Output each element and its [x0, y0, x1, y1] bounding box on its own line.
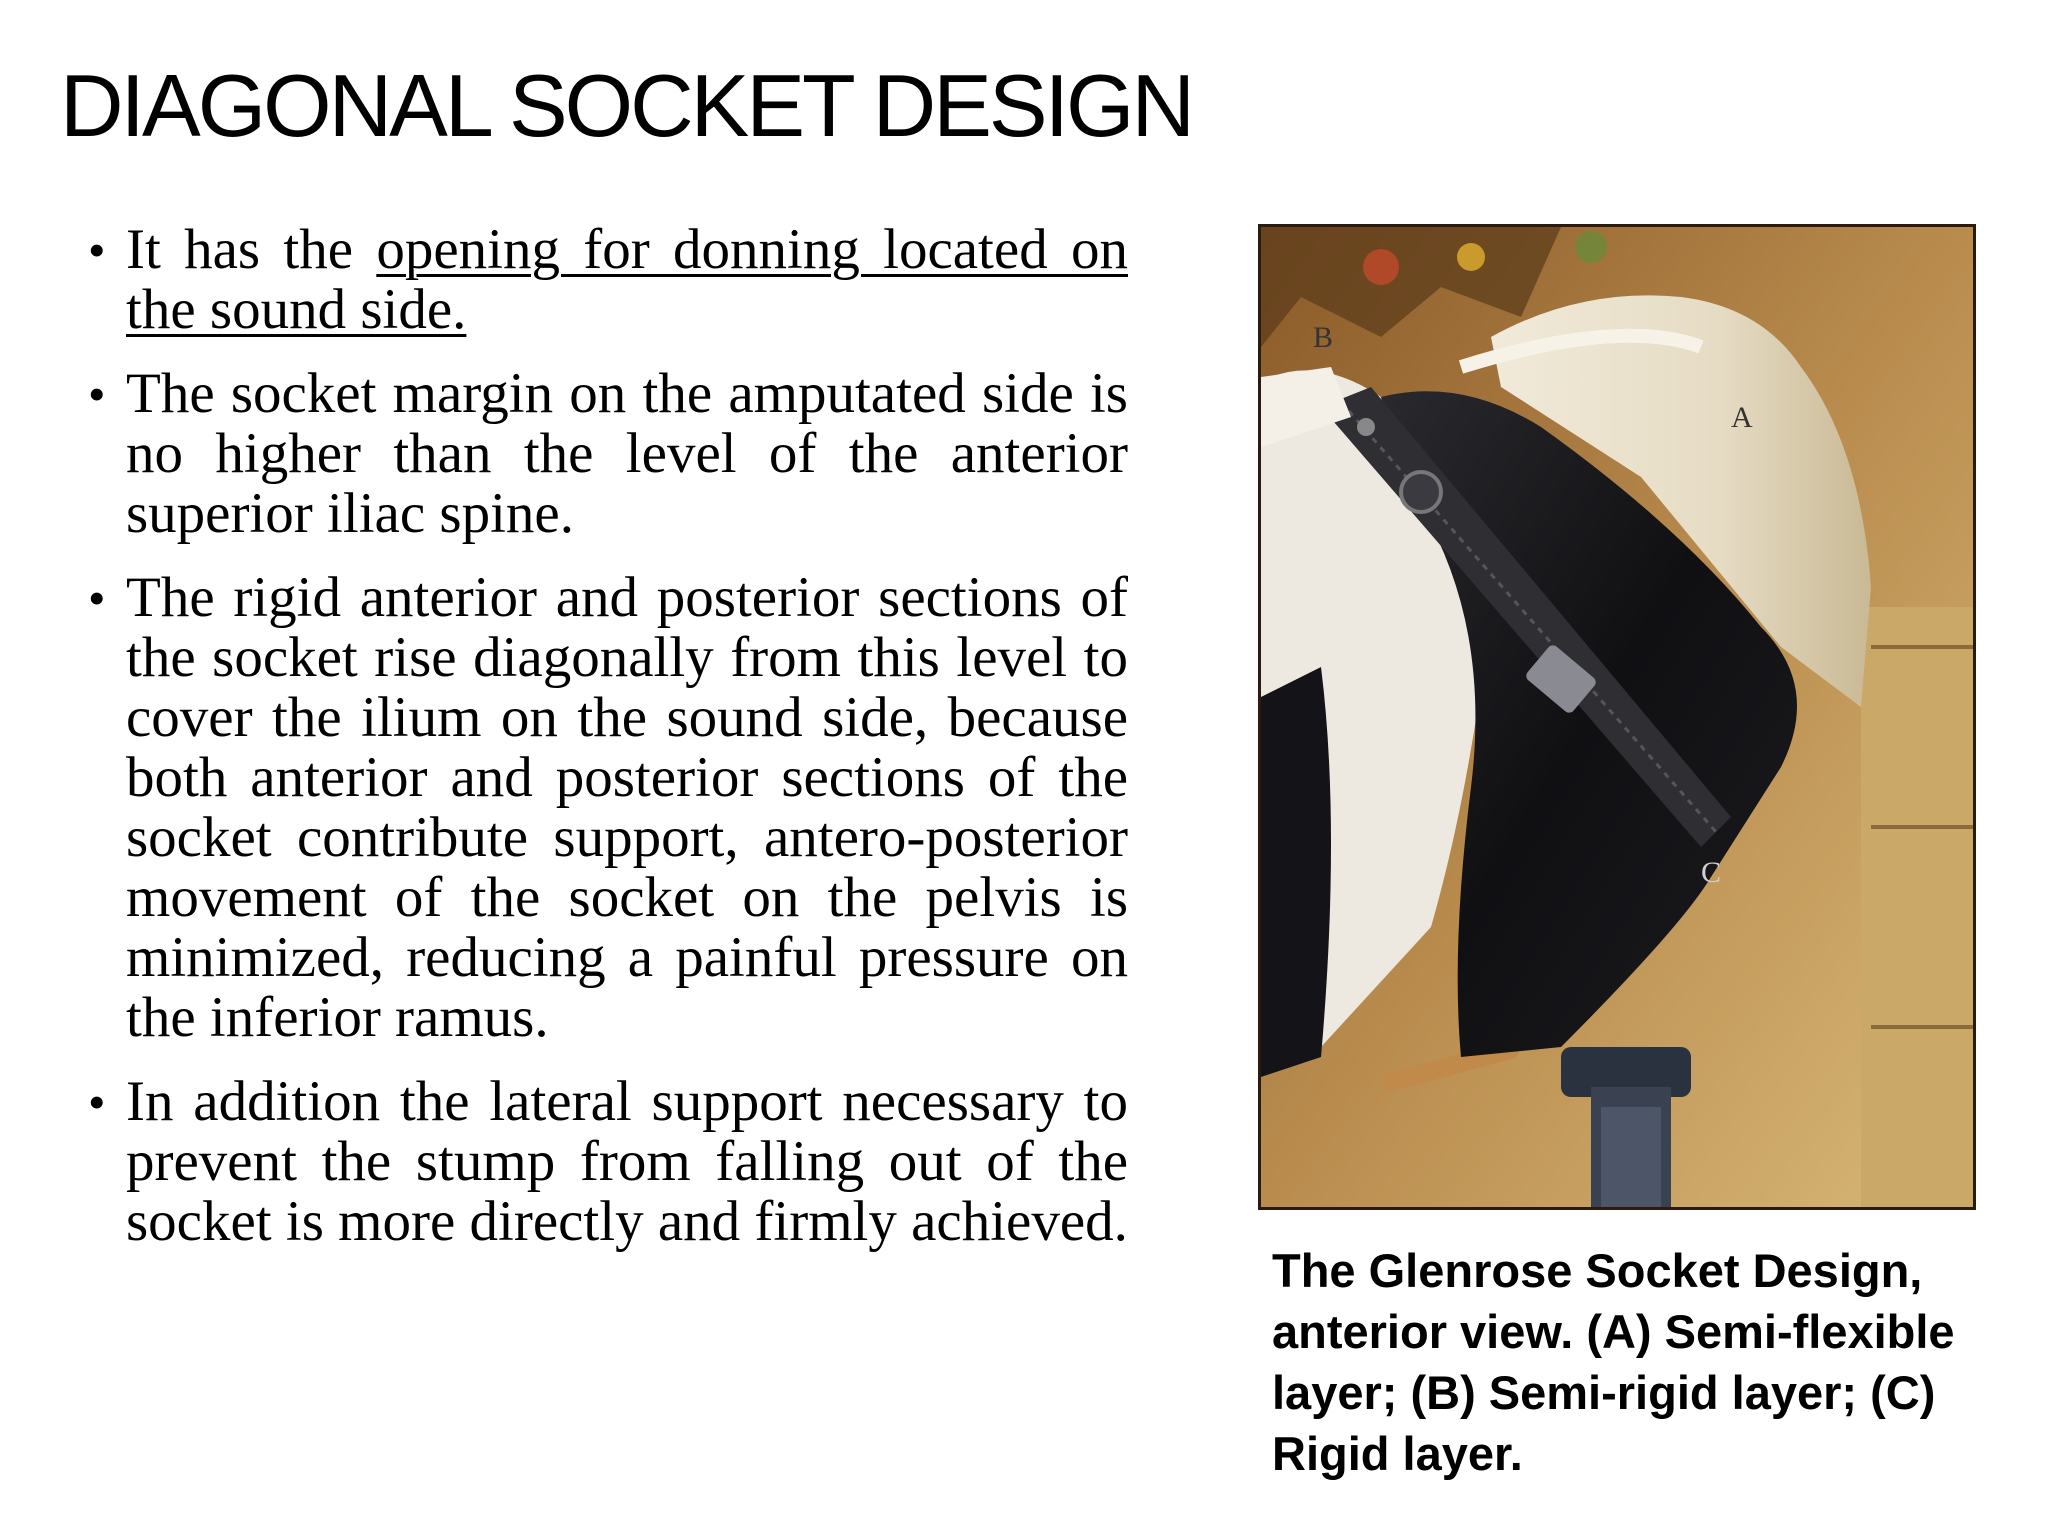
left-dark-panel — [1261, 667, 1331, 1077]
bullet-item — [88, 364, 1128, 544]
label-a: A — [1731, 401, 1753, 434]
label-b: B — [1313, 321, 1334, 354]
bullet-text: It has the — [126, 218, 377, 281]
bullet-dot: • — [88, 366, 106, 422]
bullet-dot: • — [88, 1074, 106, 1130]
bullet-dot: • — [88, 570, 106, 626]
bullet-list — [88, 220, 1128, 1276]
slide-title: DIAGONAL SOCKET DESIGN — [60, 56, 1193, 155]
rivet — [1401, 472, 1441, 512]
bullet-text: The rigid anterior and posterior sections of the socket rise diagonally from this level to cover the ilium on the sound side, because both anterior and posterior sections of the socket contribute support, antero-posterior movement of the socket on the pelvis is minimized, reducing a painful pressure on the inferior ramus. — [126, 566, 1128, 1049]
flower-shape — [1363, 249, 1399, 285]
cabinet-shape — [1861, 607, 1973, 1207]
bullet-item — [88, 568, 1128, 1048]
label-c: C — [1701, 856, 1722, 889]
pylon-highlight — [1601, 1107, 1661, 1207]
bullet-text: In addition the lateral support necessary to prevent the stump from falling out of the socket is more directly and firmly achieved. — [126, 1070, 1128, 1253]
bullet-item — [88, 1072, 1128, 1252]
rivet — [1357, 418, 1375, 436]
leaf-shape — [1575, 231, 1607, 263]
bullet-underlined-text: opening for donning located on the sound side. — [126, 218, 1128, 341]
bullet-item — [88, 220, 1128, 340]
bullet-text: The socket margin on the amputated side is no higher than the level of the anterior superior iliac spine. — [126, 362, 1128, 545]
bullet-dot: • — [88, 222, 106, 278]
flower-shape — [1457, 243, 1485, 271]
socket-photo — [1258, 224, 1976, 1210]
socket-illustration — [1261, 227, 1973, 1207]
figure-caption: The Glenrose Socket Design, anterior view. (A) Semi-flexible layer; (B) Semi-rigid layer; (C) Rigid layer. — [1272, 1244, 1955, 1480]
